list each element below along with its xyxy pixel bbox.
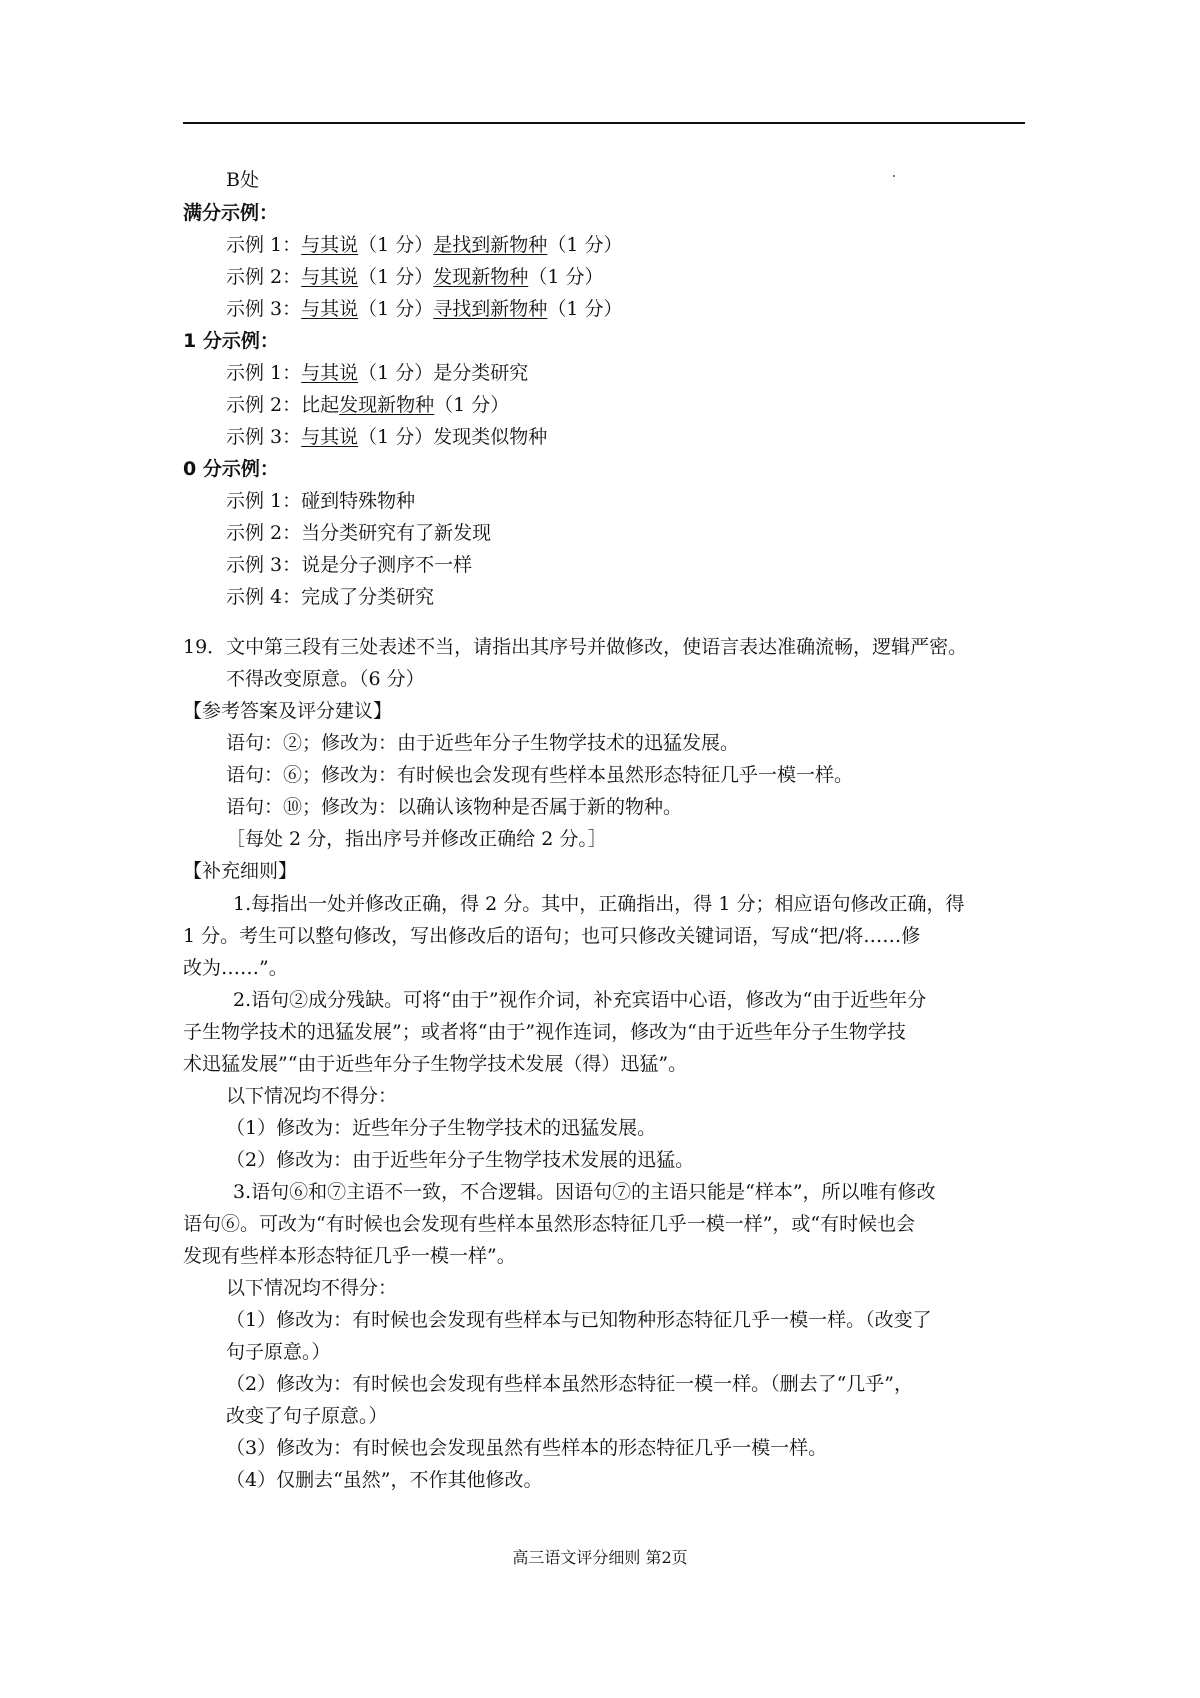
- full-example-1: 示例 1：与其说（1 分）是找到新物种（1 分）: [226, 234, 623, 256]
- full-example-2: 示例 2：与其说（1 分）发现新物种（1 分）: [226, 266, 604, 288]
- answer-item: 语句：⑩；修改为：以确认该物种是否属于新的物种。: [226, 796, 683, 818]
- rule-2-line: 2.语句②成分残缺。可将“由于”视作介词，补充宾语中心语，修改为“由于近些年分: [233, 989, 927, 1011]
- rule-3-line: 发现有些样本形态特征几乎一模一样”。: [183, 1245, 516, 1267]
- rule-3-case: （1）修改为：有时候也会发现有些样本与已知物种形态特征几乎一模一样。（改变了: [226, 1309, 932, 1331]
- rule-2-line: 术迅猛发展”“由于近些年分子生物学技术发展（得）迅猛”。: [183, 1053, 688, 1075]
- full-score-header: 满分示例：: [183, 202, 279, 224]
- answer-item: 语句：⑥；修改为：有时候也会发现有些样本虽然形态特征几乎一模一样。: [226, 764, 854, 786]
- question-19-line1: 19．文中第三段有三处表述不当，请指出其序号并做修改，使语言表达准确流畅，逻辑严密。: [183, 636, 968, 658]
- zero-example: 示例 4：完成了分类研究: [226, 586, 435, 608]
- rule-3-nozero: 以下情况均不得分：: [226, 1277, 398, 1299]
- rule-1-line: 1.每指出一处并修改正确，得 2 分。其中，正确指出，得 1 分；相应语句修改正确，得: [233, 893, 965, 915]
- rule-3-case: （3）修改为：有时候也会发现虽然有些样本的形态特征几乎一模一样。: [226, 1437, 828, 1459]
- rule-3-case: 改变了句子原意。）: [226, 1405, 388, 1427]
- answer-header: 【参考答案及评分建议】: [183, 700, 393, 722]
- scoring-note: ［每处 2 分，指出序号并修改正确给 2 分。］: [226, 828, 607, 850]
- rule-3-case: 句子原意。）: [226, 1341, 331, 1363]
- rule-2-line: 子生物学技术的迅猛发展”；或者将“由于”视作连词，修改为“由于近些年分子生物学技: [183, 1021, 906, 1043]
- one-example-1: 示例 1：与其说（1 分）是分类研究: [226, 362, 529, 384]
- one-example-2: 示例 2：比起发现新物种（1 分）: [226, 394, 510, 416]
- rule-3-line: 3.语句⑥和⑦主语不一致，不合逻辑。因语句⑦的主语只能是“样本”，所以唯有修改: [233, 1181, 936, 1203]
- one-example-3: 示例 3：与其说（1 分）发现类似物种: [226, 426, 548, 448]
- zero-example: 示例 1：碰到特殊物种: [226, 490, 416, 512]
- zero-score-header: 0 分示例：: [183, 458, 279, 480]
- rule-1-line: 1 分。考生可以整句修改，写出修改后的语句；也可只修改关键词语，写成“把/将……修: [183, 925, 921, 947]
- one-score-header: 1 分示例：: [183, 330, 279, 352]
- rule-3-line: 语句⑥。可改为“有时候也会发现有些样本虽然形态特征几乎一模一样”，或“有时候也会: [183, 1213, 916, 1235]
- rule-3-case: （4）仅删去“虽然”，不作其他修改。: [226, 1469, 543, 1491]
- zero-example: 示例 2：当分类研究有了新发现: [226, 522, 492, 544]
- scan-speck: [893, 175, 895, 177]
- rule-2-nozero: 以下情况均不得分：: [226, 1085, 398, 1107]
- answer-item: 语句：②；修改为：由于近些年分子生物学技术的迅猛发展。: [226, 732, 740, 754]
- header-rule: [183, 122, 1025, 124]
- rule-2-case: （1）修改为：近些年分子生物学技术的迅猛发展。: [226, 1117, 657, 1139]
- question-19-line2: 不得改变原意。（6 分）: [226, 668, 425, 690]
- rule-1-line: 改为……”。: [183, 957, 288, 979]
- supplement-header: 【补充细则】: [183, 860, 298, 882]
- rule-3-case: （2）修改为：有时候也会发现有些样本虽然形态特征一模一样。（删去了“几乎”，: [226, 1373, 914, 1395]
- zero-example: 示例 3：说是分子测序不一样: [226, 554, 473, 576]
- full-example-3: 示例 3：与其说（1 分）寻找到新物种（1 分）: [226, 298, 623, 320]
- page-footer: 高三语文评分细则 第2页: [512, 1548, 688, 1567]
- rule-2-case: （2）修改为：由于近些年分子生物学技术发展的迅猛。: [226, 1149, 695, 1171]
- section-label-b: B处: [226, 169, 259, 191]
